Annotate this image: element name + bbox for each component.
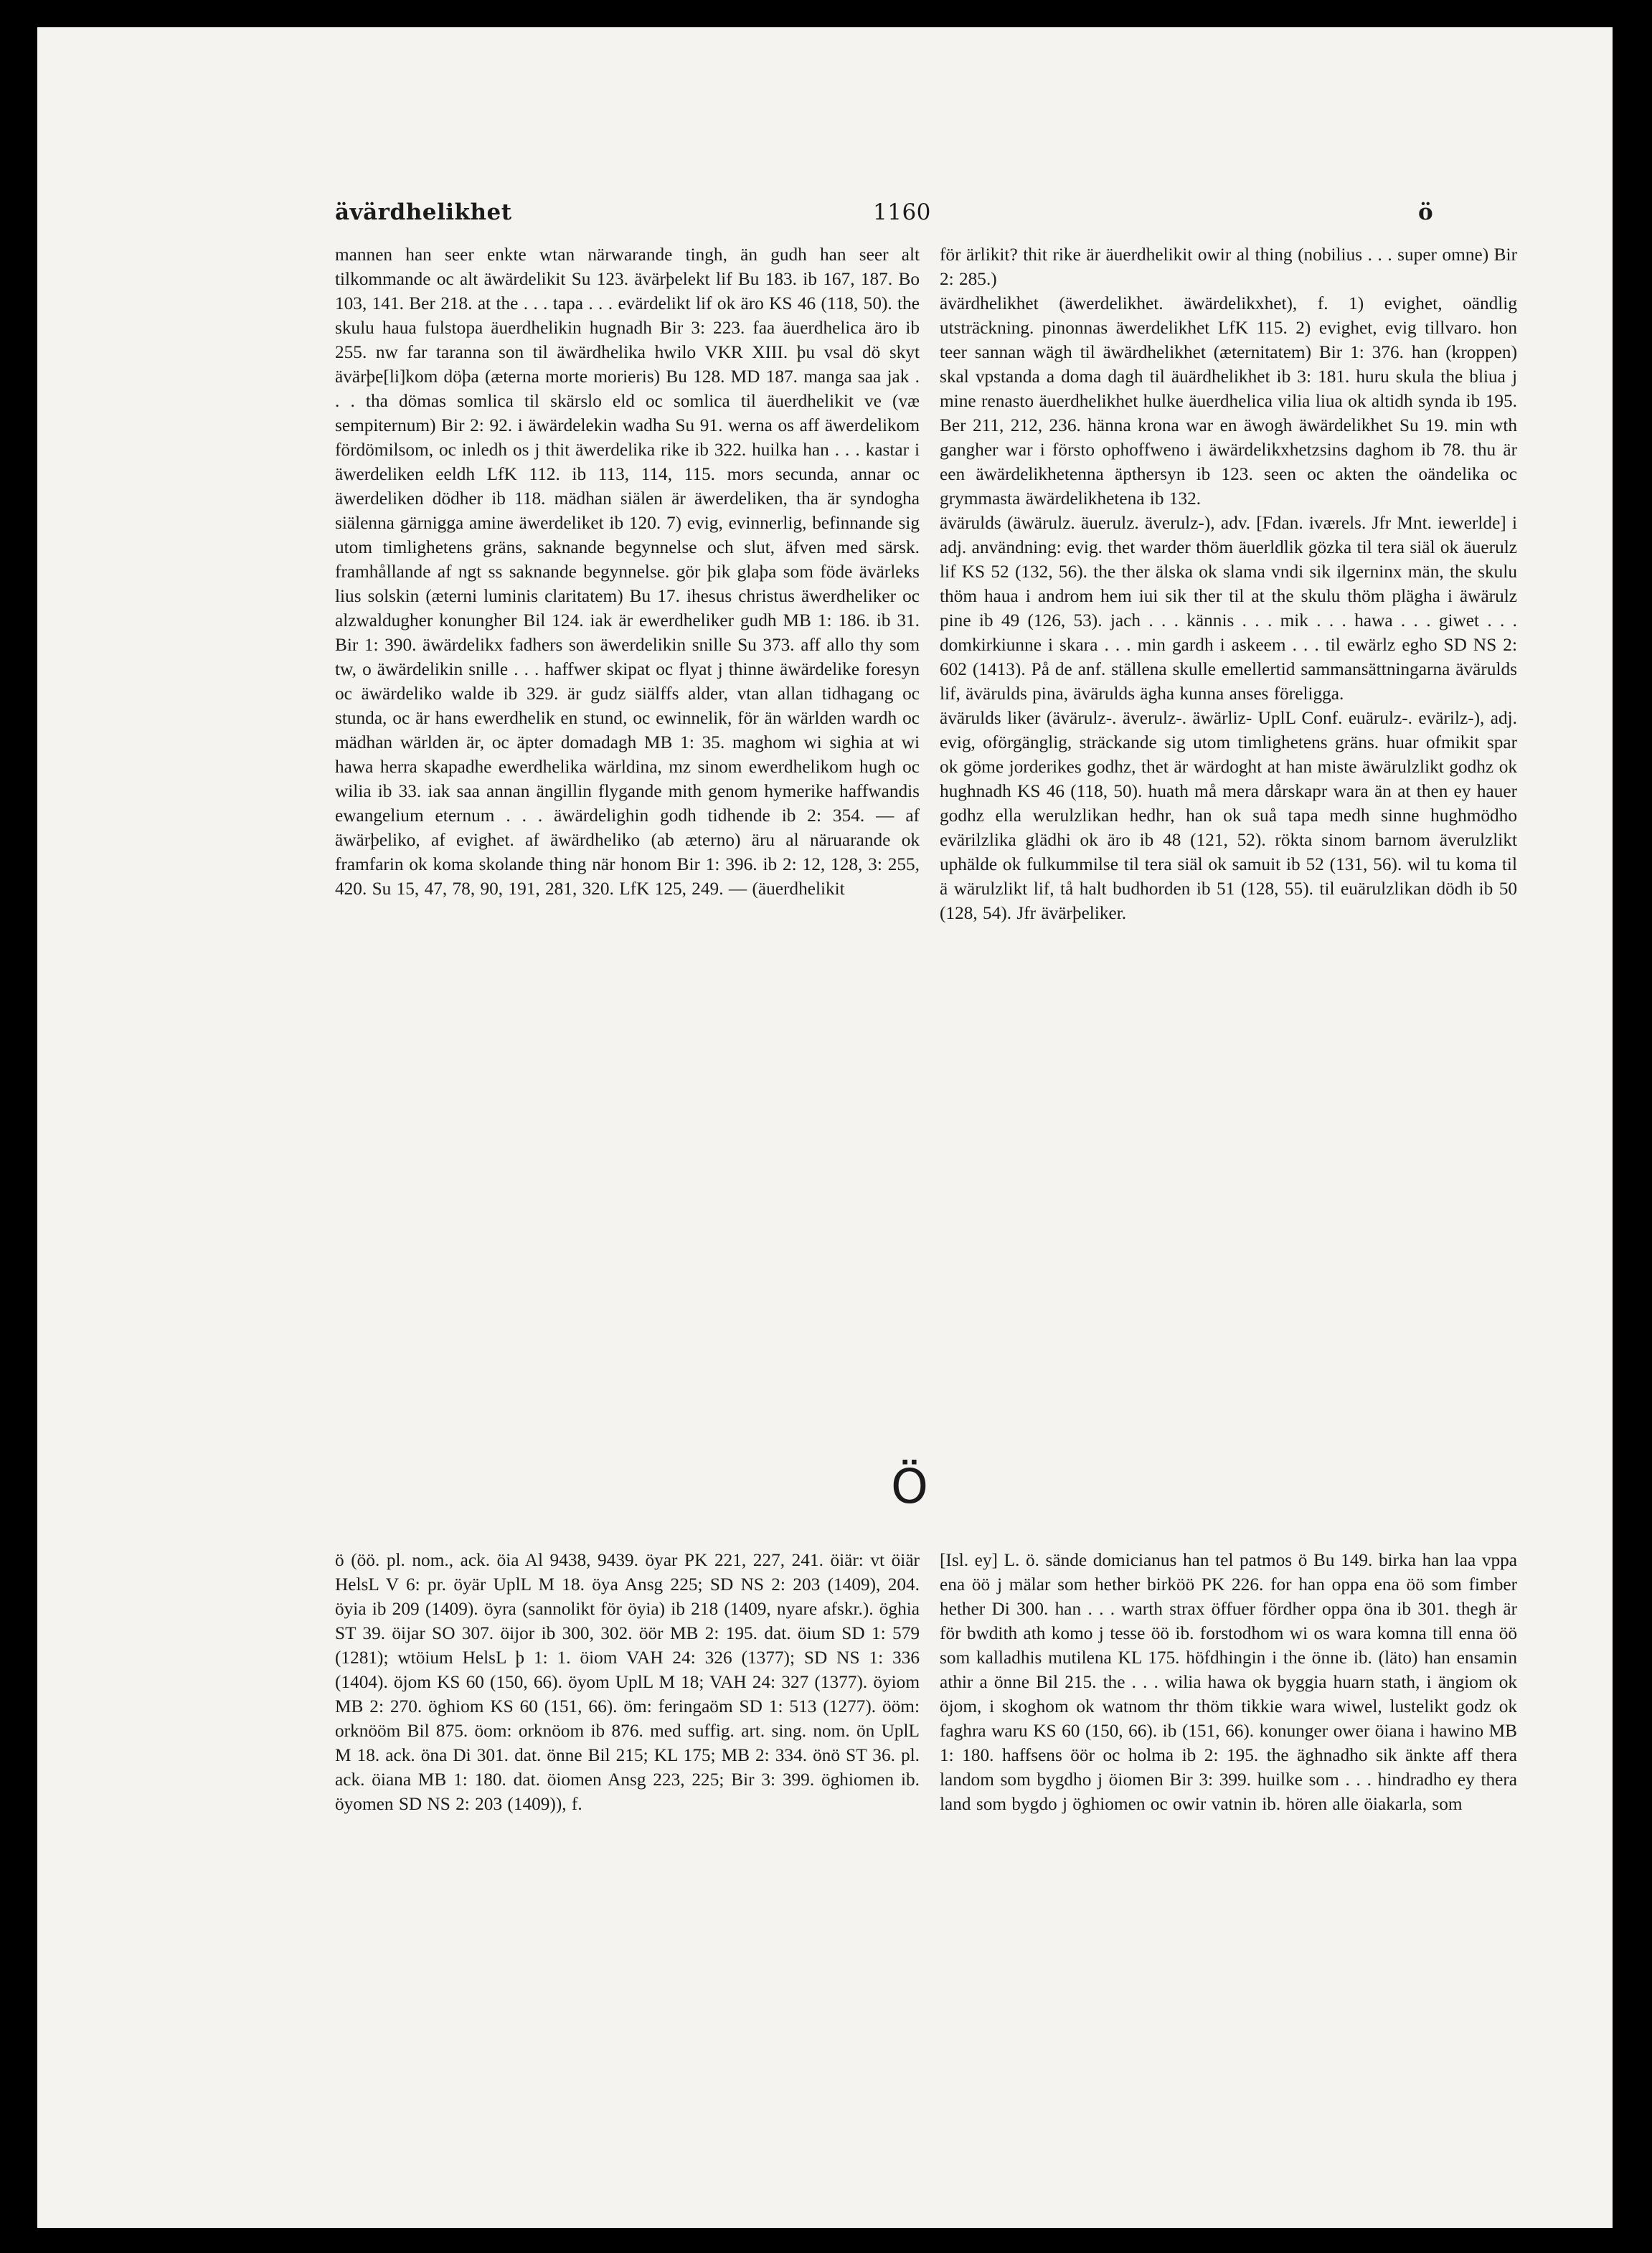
- dictionary-page: [37, 27, 1613, 2228]
- entry-o: ö (öö. pl. nom., ack. öia Al 9438, 9439. öyar PK 221, 227, 241. öiär: vt öiär HelsL V 6: pr. öyär UplL M 18. öya Ansg 225; SD NS 2: 203 (1409), 204. öyia ib 209 (1409). öyra (sannolikt för öyia) ib 218 (1409, nyare afskr.). öghia ST 39. öijar SO 307. öijor ib 300, 302. öör MB 2: 195. dat. öium SD 1: 579 (1281); wtöium HelsL þ 1: 1. öiom VAH 24: 326 (1377); SD NS 1: 336 (1404). öjom KS 60 (150, 66). öyom UplL M 18; VAH 24: 327 (1377). öyiom MB 2: 270. öghiom KS 60 (151, 66). öm: feringaöm SD 1: 513 (1277). ööm: orknööm Bil 875. öom: orknöom ib 876. med suffig. art. sing. nom. ön UplL M 18. ack. öna Di 301. dat. önne Bil 215; KL 175; MB 2: 334. önö ST 36. pl. ack. öiana MB 1: 180. dat. öiomen Ansg 223, 225; Bir 3: 399. öghiomen ib. öyomen SD NS 2: 203 (1409)), f.: [335, 1550, 920, 1814]
- entry-paragraph: för ärlikit? thit rike är äuerdhelikit owir al thing (nobilius . . . super omne) Bir 2: 285.): [940, 245, 1517, 289]
- page-number: 1160: [873, 199, 931, 225]
- running-head-left: ävärdhelikhet: [335, 199, 512, 225]
- entry-avardhelikhet: ävärdhelikhet (äwerdelikhet. äwärdelikxhet), f. 1) evighet, oändlig utsträckning. pinonnas äwerdelikhet LfK 115. 2) evighet, evig tillvaro. hon teer sannan wägh til äwärdhelikhet (æternitatem) Bir 1: 376. han (kroppen) skal vpstanda a doma dagh til äuärdhelikhet ib 3: 181. huru skula the bliua j mine renasto äuerdhelikhet hulke äuerdhelica vilia liua ok altidh synda ib 195. Ber 211, 212, 236. hänna krona war en äwogh äwärdelikhet Su 19. min wth gangher war i försto ophoffweno i äwärdelikxhetzsins daghom ib 78. thu är een äwärdelikhetenna äpthersyn ib 123. seen oc akten the oändelika oc grymmasta äwärdelikhetena ib 132.: [940, 293, 1517, 509]
- entry-paragraph: mannen han seer enkte wtan närwarande tingh, än gudh han seer alt tilkommande oc alt äwärdelikit Su 123. ävärþelekt lif Bu 183. ib 167, 187. Bo 103, 141. Ber 218. at the . . . tapa . . . evärdelikt lif ok äro KS 46 (118, 50). the skulu haua fulstopa äuerdhelikin hugnadh Bir 3: 223. faa äuerdhelica äro ib 255. nw far taranna son til äwärdhelika hwilo VKR XIII. þu vsal dö skyt ävärþe[li]kom döþa (æterna morte morieris) Bu 128. MD 187. manga saa jak . . . tha dömas somlica til skärslo eld oc somlica til äuerdhelikit ve (væ sempiternum) Bir 2: 92. i äwärdelekin wadha Su 91. werna os aff äwerdelikom fördömilsom, oc inledh os j thit äwerdelika rike ib 322. huilka han . . . kastar i äwerdeliken eeldh LfK 112. ib 113, 114, 115. mors secunda, annar oc äwerdeliken dödher ib 118. mädhan siälen är äwerdeliken, tha är syndogha siälenna gärnigga amine äwerdeliket ib 120. 7) evig, evinnerlig, befinnande sig utom timlighetens gräns, saknande begynnelse och slut, äfven med särsk. framhållande af ngt ss saknande begynnelse. gör þik glaþa som föde ävärleks lius solskin (æterni luminis claritatem) Bu 17. ihesus christus äwerdheliker oc alzwaldugher konungher Bil 124. iak är ewerdheliker gudh MB 1: 186. ib 31. Bir 1: 390. äwärdelikx fadhers son äwerdelikin snille Su 373. aff allo thy som tw, o äwärdelikin snille . . . haffwer skipat oc flyat j thinne äwärdelike foresyn oc äwärdeliko walde ib 329. är gudz siälffs alder, vtan allan tidhagang oc stunda, oc är hans ewerdhelik en stund, oc ewinnelik, för än wärlden wardh oc mädhan wärlden är, oc äpter domadagh MB 1: 35. maghom wi sighia at wi hawa herra skapadhe ewerdhelika wärldina, mz sinom ewerdhelikom hugh oc wilia ib 33. iak saa annan ängillin flygande mith genom hymerike haffwandis ewangelium eternum . . . äwärdelighin godh tidhende ib 2: 354. — af äwärþeliko, af evighet. af äwärdheliko (ab æterno) äru al näruarande ok framfarin ok koma skolande thing när honom Bir 1: 396. ib 2: 12, 128, 3: 255, 420. Su 15, 47, 78, 90, 191, 281, 320. LfK 125, 249. — (äuerdhelikit: [335, 245, 920, 899]
- entry-paragraph: [Isl. ey] L. ö. sände domicianus han tel patmos ö Bu 149. birka han laa vppa ena öö j mälar som hether birköö PK 226. for han oppa ena öö som fimber hether Di 300. han . . . warth strax öffuer fördher oppa öna ib 301. thegh är för bwdith ath komo j tesse öö ib. forstodhom wi os wara komna till enna öö som kalladhis mutilena KL 175. höfdhingin i the önne ib. (läto) han ensamin athir a önne Bil 215. the . . . wilia hawa ok byggia huarn stath, i ängiom ok öjom, i skoghom ok watnom thr thöm tikkie wara wiwel, lustelikt godz ok faghra waru KS 60 (150, 66). ib (151, 66). konunger ower öiana i hawino MB 1: 180. haffsens öör oc holma ib 2: 195. the äghnadho sik änkte aff thera landom som bygdho j öiomen Bir 3: 399. huilke som . . . hindradho ey thera land som bygdo j öghiomen oc owir vatnin ib. hören alle öiakarla, som: [940, 1550, 1517, 1814]
- column-upper-right: [940, 242, 1517, 925]
- column-lower-left: [335, 1548, 920, 1816]
- column-upper-left: [335, 242, 920, 901]
- column-lower-right: [940, 1548, 1517, 1816]
- entry-avarulds-liker: ävärulds liker (ävärulz-. äverulz-. äwärliz- UplL Conf. euärulz-. evärilz-), adj. evig, oförgänglig, sträckande sig utom timlighetens gräns. huar ofmikit spar ok göme jorderikes godhz, thet är wärdoght at han miste äwärulzlikt godhz ok hughnadh KS 46 (118, 50). huath må mera dårskapr wara än at then ey hauer godhz ella werulzlikan hedhr, han ok suå tapa medh sinne hughmödho evärilzlika glädhi ok äro ib 48 (121, 52). rökta sinom barnom äverulzlikt uphälde ok fulkummilse til tera siäl ok samuit ib 52 (131, 56). wil tu koma til ä wärulzlikt lif, tå halt budhorden ib 51 (128, 55). til euärulzlikan dödh ib 50 (128, 54). Jfr ävärþeliker.: [940, 708, 1517, 923]
- entry-avarulds: ävärulds (äwärulz. äuerulz. äverulz-), adv. [Fdan. iværels. Jfr Mnt. iewerlde] i adj. användning: evig. thet warder thöm äuerldlik gözka til tera siäl ok äuerulz lif KS 52 (132, 56). the ther älska ok slama vndi sik ilgerninx män, the skulu thöm haua i androm hem iui sik ther til at the skulu thöm plägha i äwärulz pine ib 49 (126, 53). jach . . . kännis . . . mik . . . hawa . . . giwet . . . domkirkiunne i skara . . . min gardh i askeem . . . til ewärlz egho SD NS 2: 602 (1413). På de anf. ställena skulle emellertid sammansättningarna ävärulds lif, ävärulds pina, ävärulds ägha kunna anses föreligga.: [940, 513, 1517, 704]
- running-head-right: ö: [1418, 199, 1434, 225]
- section-letter-heading: Ö: [891, 1459, 928, 1514]
